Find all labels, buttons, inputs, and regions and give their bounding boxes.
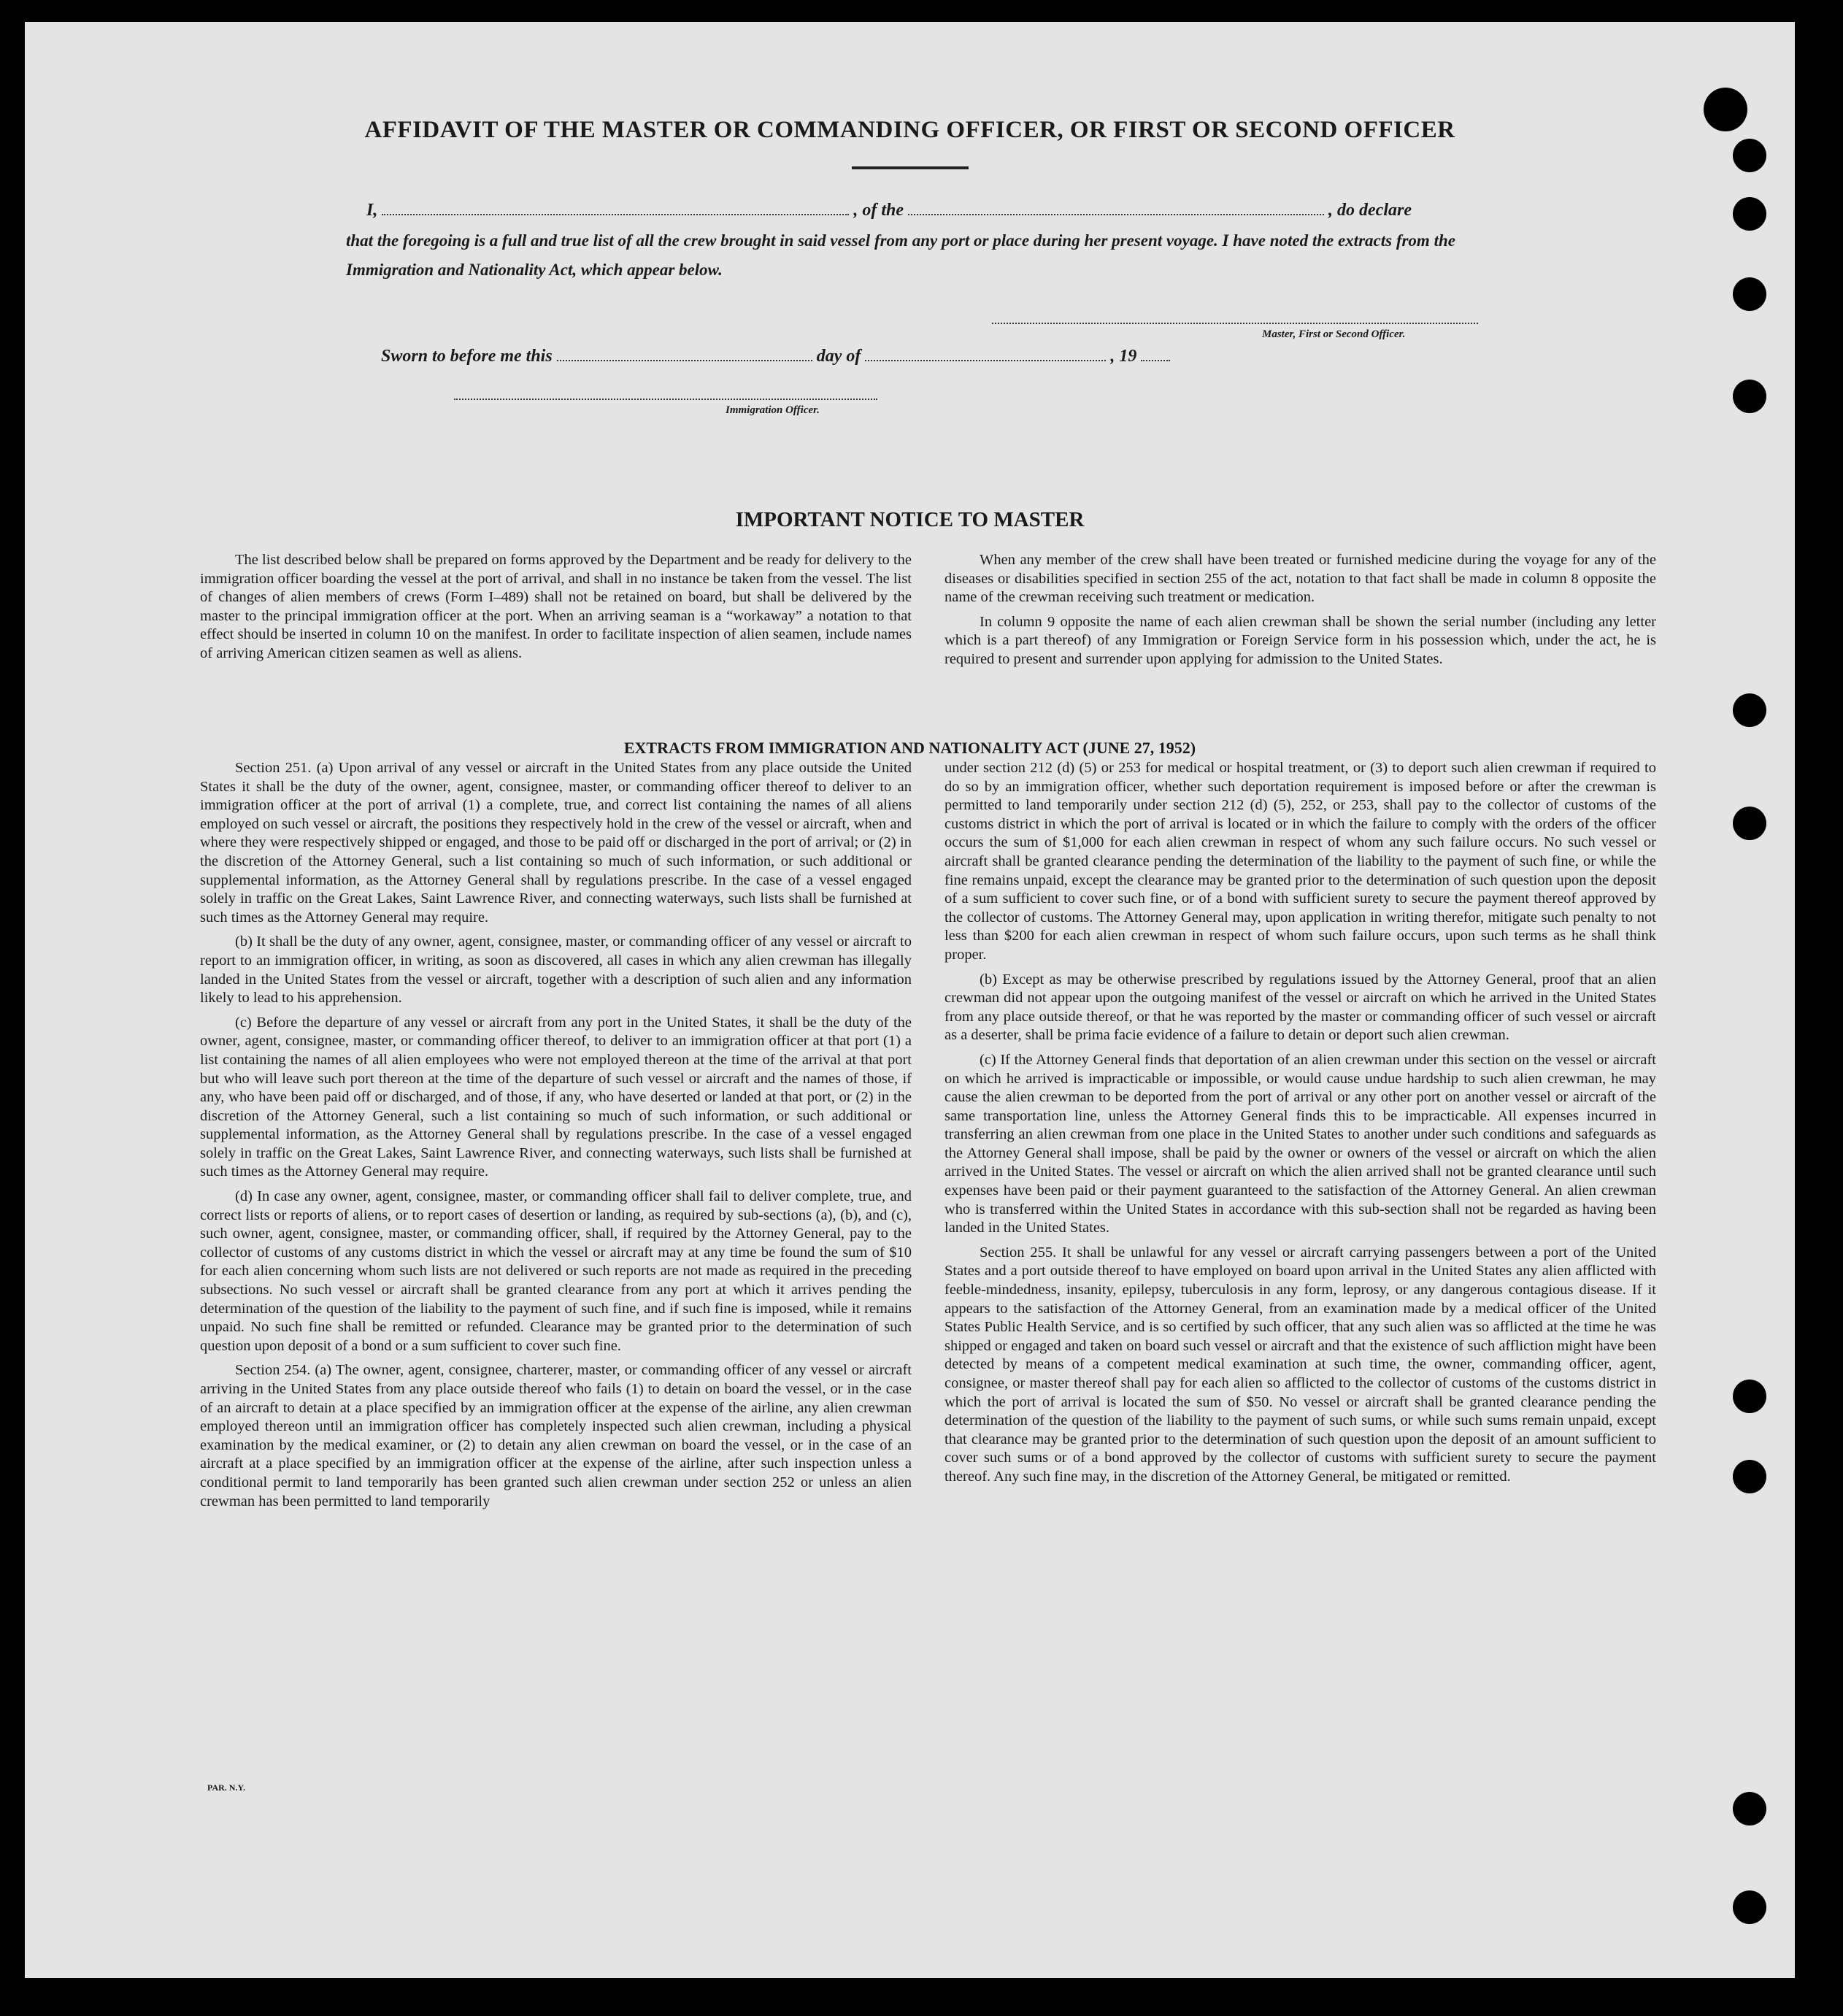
declarant-name-field[interactable] [382,212,849,215]
extracts-right-column [944,759,1656,1493]
year-label: , 19 [1110,347,1137,366]
notice-right-paragraph-1: When any member of the crew shall have been treated or furnished medicine during the voyage for any of the diseases or disabilities specified in section 255 of the act, notation to that fact shall be made in column 8 opposite the name of the crewman receiving such treatment or medication. [944,552,1656,606]
officer-signature-label: Immigration Officer. [726,404,820,416]
declaration-text: that the foregoing is a full and true list of all the crew brought in said vessel from any port or place during her present voyage. I have noted the extracts from the Immigration and Nationality Act, which appear below. [346,231,1455,279]
section-251b: (b) It shall be the duty of any owner, agent, consignee, master, or commanding officer of any vessel or aircraft to report to an immigration officer, in writing, as soon as discovered, all cases in which any alien crewman has illegally landed in the United States from the vessel or aircraft, together with a description of such alien and any information likely to lead to his apprehension. [200,934,912,1007]
declarant-i-label: I, [366,201,378,220]
punch-hole [1733,197,1766,231]
extracts-title: EXTRACTS FROM IMMIGRATION AND NATIONALITY ACT (JUNE 27, 1952) [623,739,1196,757]
section-255: Section 255. It shall be unlawful for any vessel or aircraft carrying passengers between a port of the United States and a port outside thereof to have employed on board upon arrival in the United States any alien afflicted with feeble-mindedness, insanity, epilepsy, tuberculosis in any form, leprosy, or any dangerous contagious disease. If it appears to the satisfaction of the Attorney General, from an examination made by a medical officer of the United States Public Health Service, and is so certified by such officer, that any such alien was so afflicted at the time he was shipped or engaged and taken on board such vessel or aircraft and that the existence of such affliction might have been detected by means of a competent medical examination at such time, the owner, commanding officer, agent, consignee, or master thereof shall pay for each alien so afflicted to the collector of customs of the customs district in which the port of arrival is located the sum of $50. No vessel or aircraft shall be granted clearance pending the determination of the question of the liability to the payment of such sums, or while such sums remain unpaid, except that clearance may be granted prior to the determination of such question upon the deposit of an amount sufficient to cover such sums or of a bond approved by the collector of customs with sufficient surety to secure the payment thereof. Any such fine may, in the discretion of the Attorney General, be mitigated or remitted. [944,1244,1656,1485]
punch-hole [1733,1460,1766,1493]
master-signature-label: Master, First or Second Officer. [1262,328,1406,340]
day-of-label: day of [816,347,861,366]
punch-hole [1733,1890,1766,1924]
sworn-year-field[interactable] [1141,358,1170,361]
section-254a-continued: under section 212 (d) (5) or 253 for medical or hospital treatment, or (3) to deport such alien crewman if required to do so by an immigration officer, whether such deportation requirement is imposed before or after the crewman is permitted to land temporarily under section 212 (d) (5), 252, or 253, shall pay to the collector of customs of the customs district in which the port of arrival is located or in which the failure to comply with the orders of the officer occurs the sum of $1,000 for each alien crewman in respect of whom any such failure occurs. No such vessel or aircraft shall be granted clearance pending the determination of the liability to the payment of such fine, or while the fine remains unpaid, except the clearance may be granted prior to the determination of such question upon the deposit of a sum sufficient to cover such fine, or of a bond with sufficient surety to secure the payment thereof approved by the collector of customs. The Attorney General may, upon application in writing therefor, mitigate such penalty to not less than $200 for each alien crewman in respect of whom such failure occurs, upon such terms as he shall think proper. [944,760,1656,963]
section-251c: (c) Before the departure of any vessel or aircraft from any port in the United States, it shall be the duty of the owner, agent, consignee, master, or commanding officer thereof, to deliver to an immigration officer at that port (1) a list containing the names of all alien employees who were not employed thereon at the time of the arrival at that port but who will leave such port thereon at the time of the departure of such vessel or aircraft and the names of those, if any, who have been paid off or discharged, and of those, if any, who have deserted or landed at that port, or (2) in the discretion of the Attorney General, such a list containing so much of such information, or such additional or supplemental information, as the Attorney General shall by regulations prescribe. In the case of a vessel engaged solely in traffic on the Great Lakes, Saint Lawrence River, and connecting waterways, such lists shall be furnished at such times as the Attorney General may require. [200,1014,912,1180]
officer-signature-line[interactable] [454,399,877,400]
of-the-label: , of the [853,201,904,220]
declarant-line [366,201,1412,220]
punch-hole [1733,1792,1766,1825]
extracts-left-column [200,759,912,1517]
form-sheet [25,22,1795,1978]
section-251a: Section 251. (a) Upon arrival of any vessel or aircraft in the United States from any place outside the United States it shall be the duty of the owner, agent, consignee, master, or commanding officer thereof to deliver to an immigration officer at the port of arrival (1) a complete, true, and correct list containing the names of all aliens employed on such vessel or aircraft, the positions they respectively hold in the crew of the vessel or aircraft, when and where they were respectively shipped or engaged, and those to be paid off or discharged in the port of arrival; or (2) in the discretion of the Attorney General, such a list containing so much of such information, or such additional or supplemental information, as the Attorney General shall by regulations prescribe. In the case of a vessel engaged solely in traffic on the Great Lakes, Saint Lawrence River, and connecting waterways, such lists shall be furnished at such times as the Attorney General may require. [200,760,912,926]
punch-hole [1733,277,1766,311]
notice-right-paragraph-2: In column 9 opposite the name of each alien crewman shall be shown the serial number (including any letter which is a part thereof) of any Immigration or Foreign Service form in his possession which, under the act, he is required to present and surrender upon applying for admission to the United States. [944,613,1656,667]
punch-hole [1733,693,1766,727]
vessel-name-field[interactable] [908,212,1324,215]
section-254b: (b) Except as may be otherwise prescribed by regulations issued by the Attorney General, proof that an alien crewman did not appear upon the outgoing manifest of the vessel or aircraft on which he arrived in the United States from any place outside thereof, or that he was reported by the master or commanding officer of such vessel or aircraft as a deserter, shall be prima facie evidence of a failure to detain or deport such alien crewman. [944,971,1656,1044]
punch-hole [1733,139,1766,172]
punch-hole [1733,807,1766,840]
section-251d: (d) In case any owner, agent, consignee, master, or commanding officer shall fail to deliver complete, true, and correct lists or reports of aliens, or to report cases of desertion or landing, as required by sub-sections (a), (b), and (c), such owner, agent, consignee, master, or commanding officer, shall, if required by the Attorney General, pay to the collector of customs of any customs district in which the vessel or aircraft may at any time be found the sum of $10 for each alien concerning whom such lists are not delivered or such reports are not made as required in the preceding subsections. No such vessel or aircraft shall be granted clearance from any port at which it arrives pending the determination of the question of the liability to the payment of such fine, and if such fine is imposed, while it remains unpaid. No such fine shall be remitted or refunded. Clearance may be granted prior to the determination of such question upon deposit of a bond or a sum sufficient to cover such fine. [200,1188,912,1354]
affidavit-title: AFFIDAVIT OF THE MASTER OR COMMANDING OFFICER, OR FIRST OR SECOND OFFICER [364,117,1455,143]
punch-hole [1733,1380,1766,1413]
notice-title: IMPORTANT NOTICE TO MASTER [735,508,1085,531]
master-signature-line[interactable] [992,323,1478,324]
sworn-day-field[interactable] [557,358,812,361]
title-rule [852,166,969,169]
notice-left-column [200,551,912,669]
notice-left-paragraph: The list described below shall be prepared on forms approved by the Department and be ready for delivery to the immigration officer boarding the vessel at the port of arrival, and shall in no instance be taken from the vessel. The list of changes of alien members of crews (Form I–489) shall not be retained on board, but shall be delivered by the master to the principal immigration officer at the port. When an arriving seaman is a “workaway” a notation to that effect should be inserted in column 10 on the manifest. In order to facilitate inspection of alien seamen, include names of arriving American citizen seamen as well as aliens. [200,552,912,661]
section-254a: Section 254. (a) The owner, agent, consignee, charterer, master, or commanding officer of any vessel or aircraft arriving in the United States from any place outside thereof who fails (1) to detain on board the vessel, or in the case of an aircraft to detain at a place specified by an immigration officer at the expense of the airline, any alien crewman employed thereon until an immigration officer has completely inspected such alien crewman, including a physical examination by the medical examiner, or (2) to detain any alien crewman on board the vessel, or in the case of an aircraft at a place specified by an immigration officer at the expense of the airline, after such inspection unless a conditional permit to land temporarily has been granted such alien crewman under section 252 or unless an alien crewman has been permitted to land temporarily [200,1362,912,1509]
do-declare-label: , do declare [1328,201,1412,220]
sworn-prefix-label: Sworn to before me this [381,347,553,366]
punch-hole [1704,88,1747,131]
section-254c: (c) If the Attorney General finds that deportation of an alien crewman under this section on the vessel or aircraft on which he arrived is impracticable or impossible, or would cause undue hardship to such alien crewman, he may cause the alien crewman to be deported from the port of arrival or any other port on another vessel or aircraft of the same transportation line, unless the Attorney General finds this to be impracticable. All expenses incurred in transferring an alien crewman from one place in the United States to another under such conditions and safeguards as the Attorney General shall impose, shall be paid by the owner or owners of the vessel or aircraft on which the alien arrived in the United States. The vessel or aircraft on which the alien arrived shall not be granted clearance until such expenses have been paid or their payment guaranteed to the satisfaction of the Attorney General. An alien crewman who is transferred within the United States in accordance with this sub-section shall not be regarded as having been landed in the United States. [944,1051,1656,1236]
sworn-line [381,347,1170,366]
punch-hole [1733,380,1766,413]
printer-mark: PAR. N.Y. [207,1782,246,1793]
sworn-month-field[interactable] [865,358,1106,361]
notice-right-column [944,551,1656,675]
